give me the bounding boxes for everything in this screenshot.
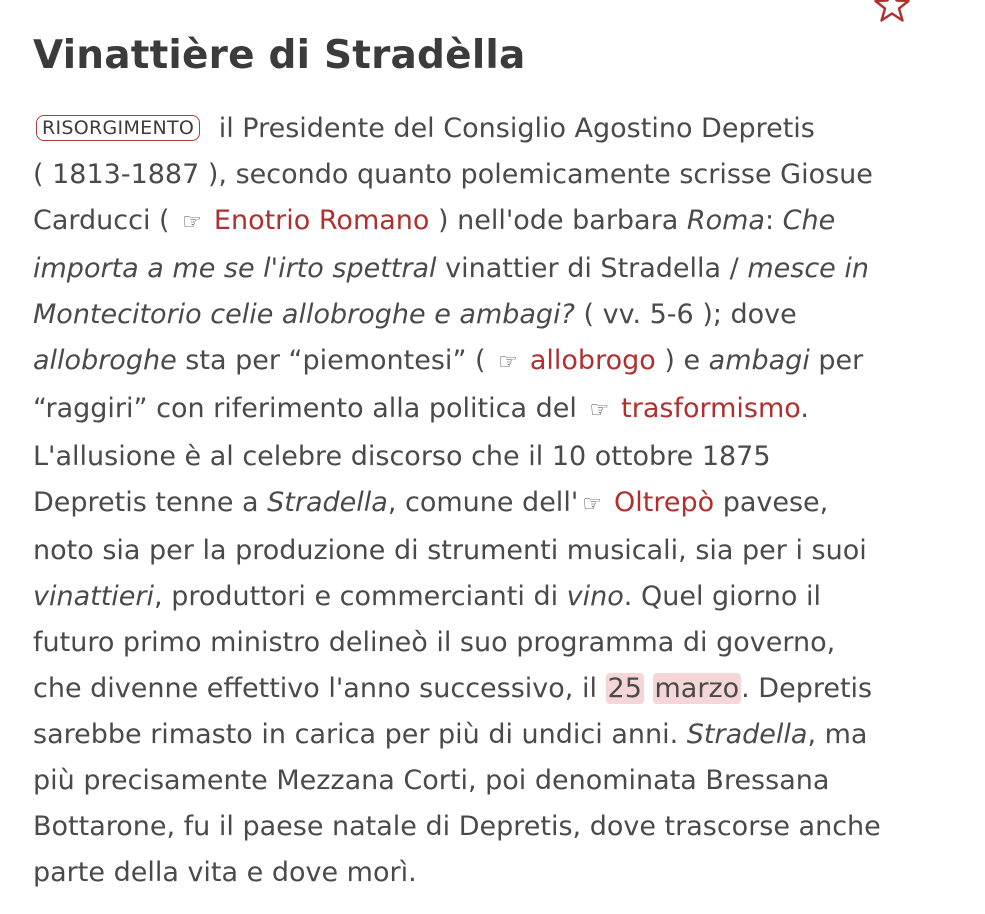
body-text-run: noto sia per la produzione di strumenti musicali, sia per i suoi	[33, 535, 867, 566]
text-line	[33, 712, 953, 758]
text-line	[33, 528, 953, 574]
body-text-run: che divenne effettivo l'anno successivo, il	[33, 673, 606, 704]
text-line	[33, 152, 953, 198]
italic-text-run: allobroghe	[33, 345, 177, 376]
body-text-run: ) nell'ode barbara	[429, 205, 687, 236]
text-line	[33, 480, 953, 528]
body-text-run: :	[764, 205, 783, 236]
body-text-run: più precisamente Mezzana Corti, poi denominata Bressana	[33, 765, 830, 796]
page-title: Vinattière di Stradèlla	[33, 33, 526, 78]
pointing-hand-icon: ☞	[589, 398, 610, 423]
italic-text-run: importa a me se l'irto spettral	[33, 253, 437, 284]
highlighted-date[interactable]: marzo	[654, 673, 740, 704]
body-text-run: . Quel giorno il	[623, 581, 822, 612]
italic-text-run: Stradella	[686, 719, 808, 750]
italic-text-run: mesce in	[747, 253, 869, 284]
body-text-run: sta per “piemontesi” (	[176, 345, 495, 376]
pointing-hand-icon: ☞	[582, 492, 602, 517]
body-text-run: , produttori e commercianti di	[154, 581, 567, 612]
body-text-run: L'allusione è al celebre discorso che il 10 ottobre 1875	[33, 441, 771, 472]
text-line	[33, 804, 953, 850]
text-line	[33, 574, 953, 620]
body-text-run: sarebbe rimasto in carica per più di undici anni.	[33, 719, 687, 750]
italic-text-run: ambagi	[708, 345, 810, 376]
body-text-run: parte della vita e dove morì.	[33, 857, 417, 888]
body-text-run: “raggiri” con riferimento alla politica del	[33, 393, 586, 424]
text-line	[33, 850, 953, 896]
body-text-run: , ma	[807, 719, 868, 750]
italic-text-run: Che	[782, 205, 836, 236]
body-text-run: . Depretis	[741, 673, 873, 704]
cross-reference-link[interactable]: Enotrio Romano	[213, 205, 430, 236]
text-line	[33, 198, 953, 246]
body-text-run: futuro primo ministro delineò il suo programma di governo,	[33, 627, 836, 658]
body-text-run: Carducci (	[33, 205, 179, 236]
body-text-run: Bottarone, fu il paese natale di Depretis, dove trascorse anche	[33, 811, 881, 842]
body-text-run	[644, 673, 653, 704]
text-line	[33, 106, 953, 152]
text-line	[33, 758, 953, 804]
entry-body	[33, 106, 953, 896]
star-icon[interactable]	[874, 0, 910, 22]
body-text-run: ) e	[655, 345, 709, 376]
italic-text-run: Roma	[686, 205, 765, 236]
text-line	[33, 620, 953, 666]
pointing-hand-icon: ☞	[498, 350, 518, 375]
italic-text-run: Montecitorio celie allobroghe e ambagi?	[33, 299, 575, 330]
italic-text-run: vino	[566, 581, 624, 612]
text-line	[33, 338, 953, 386]
text-line	[33, 292, 953, 338]
body-text-run: il Presidente del Consiglio Agostino Depretis	[210, 113, 815, 144]
body-text-run: per	[809, 345, 864, 376]
cross-reference-link[interactable]: allobrogo	[529, 345, 656, 376]
pointing-hand-icon: ☞	[182, 210, 202, 235]
category-tag[interactable]: RISORGIMENTO	[36, 115, 200, 141]
body-text-run: Depretis tenne a	[33, 487, 268, 518]
cross-reference-link[interactable]: Oltrepò	[613, 487, 715, 518]
body-text-run: ( vv. 5-6 ); dove	[574, 299, 797, 330]
body-text-run: .	[800, 393, 809, 424]
body-text-run: ( 1813-1887 ), secondo quanto polemicamente scrisse Giosue	[33, 159, 873, 190]
text-line	[33, 666, 953, 712]
text-line	[33, 434, 953, 480]
cross-reference-link[interactable]: trasformismo	[621, 393, 801, 424]
text-line	[33, 386, 953, 434]
highlighted-date[interactable]: 25	[607, 673, 642, 704]
italic-text-run: Stradella	[267, 487, 388, 518]
italic-text-run: vinattieri	[33, 581, 155, 612]
body-text-run: pavese,	[714, 487, 829, 518]
body-text-run: vinattier di Stradella /	[436, 253, 748, 284]
text-line	[33, 246, 953, 292]
body-text-run: , comune dell'	[387, 487, 579, 518]
